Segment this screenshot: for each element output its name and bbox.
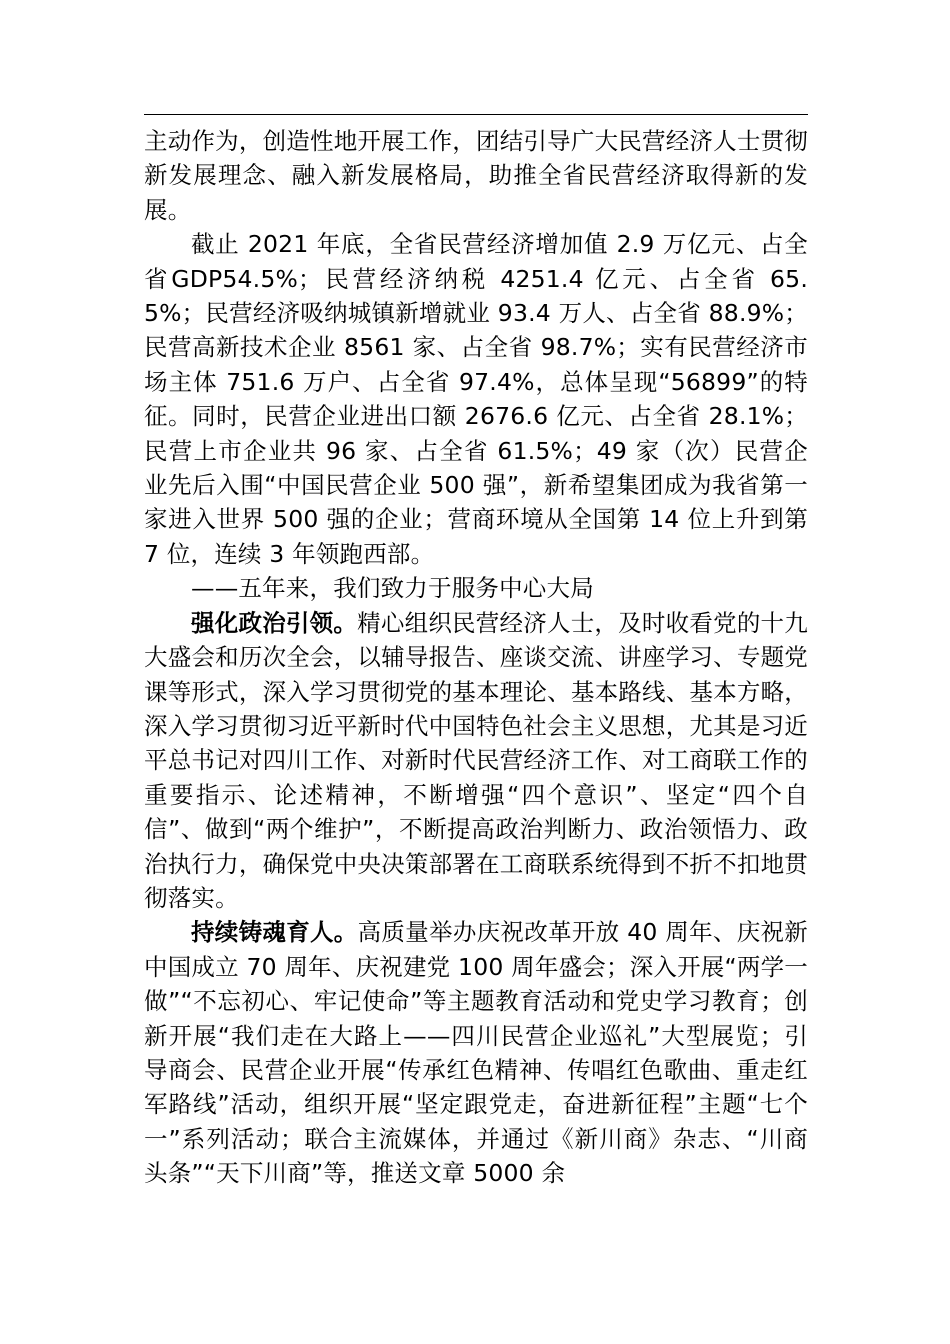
- paragraph-statistics: [144, 227, 808, 571]
- paragraph-text: 高质量举办庆祝改革开放 40 周年、庆祝新中国成立 70 周年、庆祝建党 100 周年盛会；深入开展“两学一做”“不忘初心、牢记使命”等主题教育活动和党史学习教育；创新开展“我们走在大路上——四川民营企业巡礼”大型展览；引导商会、民营企业开展“传承红色精神、传唱红色歌曲、重走红军路线”活动，组织开展“坚定跟党走，奋进新征程”主题“七个一”系列活动；联合主流媒体，并通过《新川商》杂志、“川商头条”“天下川商”等，推送文章 5000 余: [144, 918, 809, 1188]
- document-body: [144, 124, 808, 1191]
- header-rule: [144, 114, 808, 115]
- section-heading-text: ——五年来，我们致力于服务中心大局: [191, 574, 594, 603]
- paragraph-political-guidance: [144, 606, 808, 916]
- paragraph-lead: 强化政治引领。: [191, 608, 358, 637]
- paragraph-text: 截止 2021 年底，全省民营经济增加值 2.9 万亿元、占全省GDP54.5%；民营经济纳税 4251.4 亿元、占全省 65.5%；民营经济吸纳城镇新增就业 93.4 万人、占全省 88.9%；民营高新技术企业 8561 家、占全省 98.7%；实有民营经济市场主体 751.6 万户、占全省 97.4%，总体呈现“56899”的特征。同时，民营企业进出口额 2676.6 亿元、占全省 28.1%；民营上市企业共 96 家、占全省 61.5%；49 家（次）民营企业先后入围“中国民营企业 500 强”，新希望集团成为我省第一家进入世界 500 强的企业；营商环境从全国第 14 位上升到第 7 位，连续 3 年领跑西部。: [144, 230, 808, 568]
- paragraph-continuation: [144, 124, 808, 227]
- paragraph-text: 主动作为，创造性地开展工作，团结引导广大民营经济人士贯彻新发展理念、融入新发展格局，助推全省民营经济取得新的发展。: [144, 127, 808, 224]
- paragraph-lead: 持续铸魂育人。: [191, 918, 358, 947]
- paragraph-text: 精心组织民营经济人士，及时收看党的十九大盛会和历次全会，以辅导报告、座谈交流、讲座学习、专题党课等形式，深入学习贯彻党的基本理论、基本路线、基本方略，深入学习贯彻习近平新时代中国特色社会主义思想，尤其是习近平总书记对四川工作、对新时代民营经济工作、对工商联工作的重要指示、论述精神，不断增强“四个意识”、坚定“四个自信”、做到“两个维护”，不断提高政治判断力、政治领悟力、政治执行力，确保党中央决策部署在工商联系统得到不折不扣地贯彻落实。: [144, 608, 808, 912]
- section-heading: [144, 571, 808, 605]
- paragraph-soul-building: [144, 915, 808, 1190]
